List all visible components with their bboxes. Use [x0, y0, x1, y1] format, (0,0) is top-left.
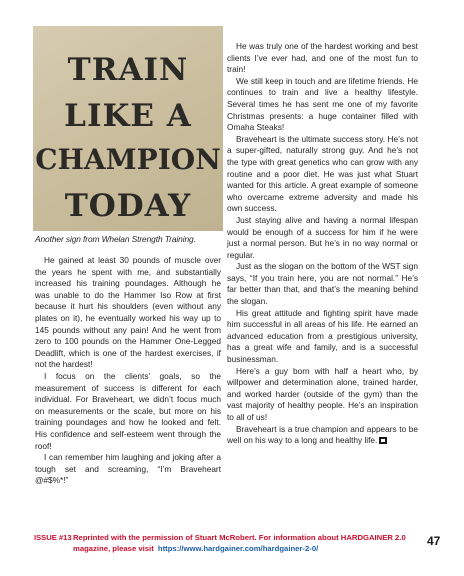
hardgainer-link[interactable]: https://www.hardgainer.com/hardgainer-2-0/ — [157, 544, 319, 553]
issue-label: ISSUE #13 — [34, 533, 72, 542]
sign-line-2: LIKE A — [64, 98, 192, 134]
reprint-credit — [73, 532, 418, 554]
sign-line-3: CHAMPION — [35, 143, 221, 176]
sign-line-1: TRAIN — [67, 52, 189, 88]
right-paragraph-1: He was truly one of the hardest working and best clients I’ve ever had, and one of the most fun to train! — [227, 41, 418, 75]
sign-line-4: TODAY — [64, 188, 192, 224]
left-paragraph-2: I focus on the clients’ goals, so the measurement of success is different for each individual. For Braveheart, we didn’t focus much on measurements or the scale, but more on his training poundages and how he looked and felt. His confidence and self-esteem went through the roof! — [35, 370, 221, 451]
right-paragraph-2: We still keep in touch and are lifetime friends. He continues to train and live a healthy lifestyle. Several times he has sent me one of my favorite Christmas presents: a huge container filled with Omaha Steaks! — [227, 75, 418, 133]
left-column — [35, 255, 221, 487]
end-of-article-icon — [379, 437, 387, 444]
reprint-credit-text: Reprinted with the permission of Stuart McRobert. For information about HARDGAINER 2.0 magazine, please visit — [73, 533, 406, 553]
right-paragraph-8 — [227, 424, 418, 447]
sign-photo — [33, 26, 223, 231]
right-column — [227, 41, 418, 447]
left-paragraph-1: He gained at least 30 pounds of muscle over the years he spent with me, and substantially increased his training poundages. Although he was unable to do the Hammer Iso Row at first because it hurt his shoulders (even without any plates on it), he eventually worked his way up to 145 pounds without any pain! And he went from zero to 100 pounds on the Hammer One-Legged Deadlift, which is one of the hardest exercises, if not the hardest! — [35, 255, 221, 370]
photo-caption: Another sign from Whelan Strength Training. — [35, 234, 196, 244]
right-paragraph-3: Braveheart is the ultimate success story. He’s not a super-gifted, naturally strong guy. And he’s not the type with great genetics who can grow with any routine and a poor diet. He was just what Stuart wanted for this article. A great example of someone who overcame extreme adversity and made his own success. — [227, 133, 418, 214]
right-paragraph-5: Just as the slogan on the bottom of the WST sign says, “If you train here, you are not normal.” He’s far better than that, and that’s the meaning behind the slogan. — [227, 261, 418, 307]
right-paragraph-7: Here’s a guy born with half a heart who, by willpower and determination alone, trained harder, and worked harder (outside of the gym) than the vast majority of healthy people. He’s an inspiration to all of us! — [227, 365, 418, 422]
right-paragraph-6: His great attitude and fighting spirit have made him successful in all areas of his life. He earned an advanced education from a prestigious university, has a great wife and family, and is a successful businessman. — [227, 307, 418, 365]
left-paragraph-3: I can remember him laughing and joking after a tough set and screaming, “I’m Braveheart @#$%*!” — [35, 452, 221, 486]
page-number: 47 — [427, 534, 441, 548]
final-paragraph-text: Braveheart is a true champion and appears to be well on his way to a long and healthy life. — [227, 423, 418, 446]
right-paragraph-4: Just staying alive and having a normal lifespan would be enough of a success for him if he were just a normal person. But he’s in no way normal or regular. — [227, 214, 418, 260]
